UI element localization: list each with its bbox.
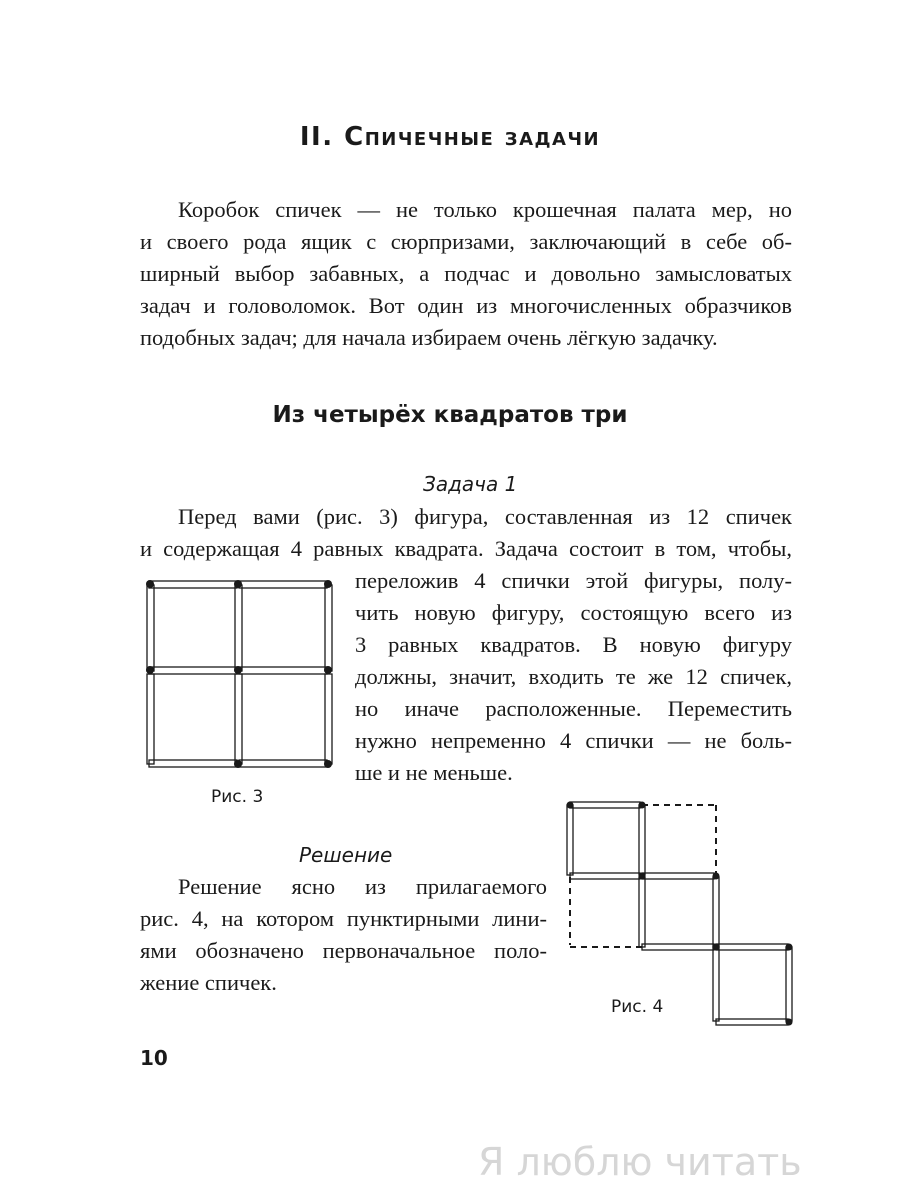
match-head <box>786 944 793 951</box>
match <box>147 585 154 671</box>
match <box>713 877 719 947</box>
task-line: ше и не меньше. <box>355 760 513 785</box>
task-label: Задача 1 <box>423 472 518 496</box>
task-line: чить новую фигуру, состоящую всего из <box>355 600 792 625</box>
match <box>325 585 332 671</box>
figure-4-matches <box>560 795 800 1035</box>
match <box>239 760 327 767</box>
match-head <box>234 760 242 768</box>
figure-3-matches <box>140 570 340 780</box>
match-head <box>786 1019 793 1026</box>
match <box>716 1019 788 1025</box>
intro-line: Коробок спичек — не только крошечная палата мер, но <box>178 197 792 222</box>
task-line: должны, значит, входить те же 12 спичек, <box>355 664 792 689</box>
task-line: нужно непременно 4 спички — не боль- <box>355 728 792 753</box>
match <box>716 944 788 950</box>
match-head <box>713 944 720 951</box>
match <box>239 581 327 588</box>
task-line: переложив 4 спички этой фигуры, полу- <box>355 568 792 593</box>
match-head <box>324 760 332 768</box>
match-head <box>146 580 154 588</box>
match-head <box>324 666 332 674</box>
intro-line: задач и головоломок. Вот один из многочисленных образчиков <box>140 293 792 318</box>
intro-line: подобных задач; для начала избираем очень лёгкую задачку. <box>140 325 718 350</box>
intro-line: и своего рода ящик с сюрпризами, заключающий в себе об- <box>140 229 792 254</box>
match-head <box>324 580 332 588</box>
solution-line: ями обозначено первоначальное поло- <box>140 938 547 963</box>
match-head <box>567 802 574 809</box>
match-head <box>639 802 646 809</box>
solution-line: рис. 4, на котором пунктирными лини- <box>140 906 547 931</box>
match <box>642 944 714 950</box>
match <box>149 760 237 767</box>
match <box>325 674 332 764</box>
solution-label: Решение <box>299 843 393 867</box>
match-head <box>713 873 720 880</box>
match <box>567 805 573 875</box>
figure-3-caption: Рис. 3 <box>211 787 264 807</box>
match-head <box>146 666 154 674</box>
match-head <box>639 873 646 880</box>
task-paragraph <box>140 501 792 565</box>
solution-line: жение спичек. <box>140 970 277 995</box>
solution-line: Решение ясно из прилагаемого <box>178 874 547 899</box>
match <box>235 674 242 764</box>
match <box>149 667 237 674</box>
match <box>713 947 719 1021</box>
match-head <box>234 666 242 674</box>
watermark: Я люблю читать <box>478 1140 802 1184</box>
match <box>147 674 154 764</box>
match <box>786 947 792 1021</box>
chapter-title: II. Спичечные задачи <box>299 122 601 152</box>
task-line: Перед вами (рис. 3) фигура, составленная из 12 спичек <box>178 504 792 529</box>
match <box>149 581 237 588</box>
match <box>570 873 640 879</box>
match <box>239 667 327 674</box>
task-line: и содержащая 4 равных квадрата. Задача состоит в том, чтобы, <box>140 536 792 561</box>
match <box>639 877 645 947</box>
solution-paragraph <box>140 871 547 999</box>
intro-paragraph <box>140 194 792 354</box>
task-line: 3 равных квадратов. В новую фигуру <box>355 632 792 657</box>
match <box>235 585 242 671</box>
match <box>639 805 645 875</box>
section-title: Из четырёх квадратов три <box>272 402 628 428</box>
task-line: но иначе расположенные. Переместить <box>355 696 792 721</box>
page-number: 10 <box>140 1046 168 1070</box>
intro-line: ширный выбор забавных, а подчас и довольно замысловатых <box>140 261 792 286</box>
task-wrapped-paragraph <box>355 565 792 789</box>
match-head <box>234 580 242 588</box>
figure-4-caption: Рис. 4 <box>611 997 664 1017</box>
match <box>642 873 714 879</box>
match <box>570 802 640 808</box>
